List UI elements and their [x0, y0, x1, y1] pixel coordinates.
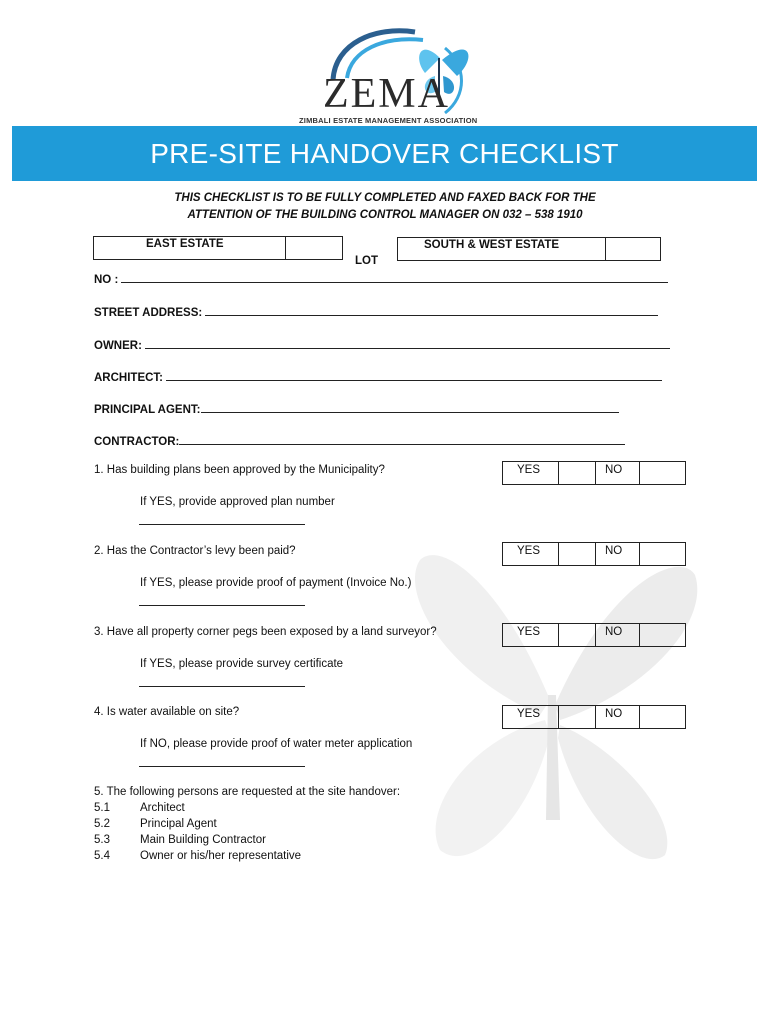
question-1-yes-checkbox[interactable]: [558, 462, 596, 484]
question-2-yes-no: [502, 542, 686, 566]
yes-label: YES: [517, 708, 541, 720]
attendee-number: 5.3: [94, 834, 110, 846]
attendee-label: Architect: [140, 802, 185, 814]
no-label: NO: [605, 708, 623, 720]
question-4-followup: If NO, please provide proof of water meter application: [140, 738, 413, 750]
lot-label: LOT: [355, 255, 378, 267]
question-3-yes-checkbox[interactable]: [558, 624, 596, 646]
street-address-input-line[interactable]: [205, 305, 658, 316]
question-2: 2. Has the Contractor’s levy been paid?: [94, 545, 296, 557]
question-1: 1. Has building plans been approved by the Municipality?: [94, 464, 385, 476]
attendees-heading: 5. The following persons are requested at the site handover:: [94, 786, 401, 798]
south-west-estate-checkbox[interactable]: [605, 238, 660, 260]
butterfly-watermark: [380, 520, 710, 880]
question-3-answer-line[interactable]: [139, 686, 305, 687]
attendee-number: 5.4: [94, 850, 110, 862]
architect-field: [94, 370, 662, 384]
contractor-field: [94, 434, 625, 448]
question-3-no-checkbox[interactable]: [639, 624, 686, 646]
attendee-label: Owner or his/her representative: [140, 850, 302, 862]
south-west-estate-box: [397, 237, 661, 261]
attendee-label: Principal Agent: [140, 818, 217, 830]
question-3-yes-no: [502, 623, 686, 647]
no-label: NO :: [94, 274, 119, 286]
logo-wordmark: ZEMA: [323, 71, 450, 117]
street-address-label: STREET ADDRESS:: [94, 307, 203, 319]
east-estate-checkbox[interactable]: [285, 237, 342, 259]
owner-field: [94, 338, 670, 352]
south-west-estate-label: SOUTH & WEST ESTATE: [424, 239, 560, 251]
logo-tagline: ZIMBALI ESTATE MANAGEMENT ASSOCIATION: [299, 116, 478, 125]
yes-label: YES: [517, 545, 541, 557]
question-4: 4. Is water available on site?: [94, 706, 240, 718]
question-2-no-checkbox[interactable]: [639, 543, 686, 565]
east-estate-label: EAST ESTATE: [146, 238, 224, 250]
question-2-answer-line[interactable]: [139, 605, 305, 606]
question-2-yes-checkbox[interactable]: [558, 543, 596, 565]
question-4-yes-no: [502, 705, 686, 729]
question-1-answer-line[interactable]: [139, 524, 305, 525]
title-banner: [12, 126, 757, 181]
no-label: NO: [605, 545, 623, 557]
owner-label: OWNER:: [94, 340, 142, 352]
contractor-input-line[interactable]: [179, 434, 625, 445]
no-input-line[interactable]: [121, 272, 668, 283]
attendee-label: Main Building Contractor: [140, 834, 266, 846]
yes-label: YES: [517, 464, 541, 476]
question-2-followup: If YES, please provide proof of payment (Invoice No.): [140, 577, 412, 589]
page-title: PRE-SITE HANDOVER CHECKLIST: [150, 138, 619, 169]
principal-agent-field: [94, 402, 619, 416]
instruction-line-2: ATTENTION OF THE BUILDING CONTROL MANAGER ON 032 – 538 1910: [187, 209, 583, 221]
question-1-yes-no: [502, 461, 686, 485]
question-4-answer-line[interactable]: [139, 766, 305, 767]
yes-label: YES: [517, 626, 541, 638]
no-label: NO: [605, 464, 623, 476]
principal-agent-input-line[interactable]: [201, 402, 619, 413]
attendee-number: 5.1: [94, 802, 110, 814]
question-1-followup: If YES, provide approved plan number: [140, 496, 335, 508]
no-label: NO: [605, 626, 623, 638]
question-1-no-checkbox[interactable]: [639, 462, 686, 484]
owner-input-line[interactable]: [145, 338, 670, 349]
architect-input-line[interactable]: [166, 370, 662, 381]
question-4-no-checkbox[interactable]: [639, 706, 686, 728]
attendee-number: 5.2: [94, 818, 110, 830]
east-estate-box: [93, 236, 343, 260]
question-3-followup: If YES, please provide survey certificate: [140, 658, 344, 670]
question-3: 3. Have all property corner pegs been exposed by a land surveyor?: [94, 626, 437, 638]
architect-label: ARCHITECT:: [94, 372, 163, 384]
street-address-field: [94, 305, 658, 319]
zema-logo: [295, 18, 480, 126]
principal-agent-label: PRINCIPAL AGENT:: [94, 404, 201, 416]
question-4-yes-checkbox[interactable]: [558, 706, 596, 728]
instruction-line-1: THIS CHECKLIST IS TO BE FULLY COMPLETED AND FAXED BACK FOR THE: [174, 192, 596, 204]
contractor-label: CONTRACTOR:: [94, 436, 180, 448]
no-field: [94, 272, 668, 286]
